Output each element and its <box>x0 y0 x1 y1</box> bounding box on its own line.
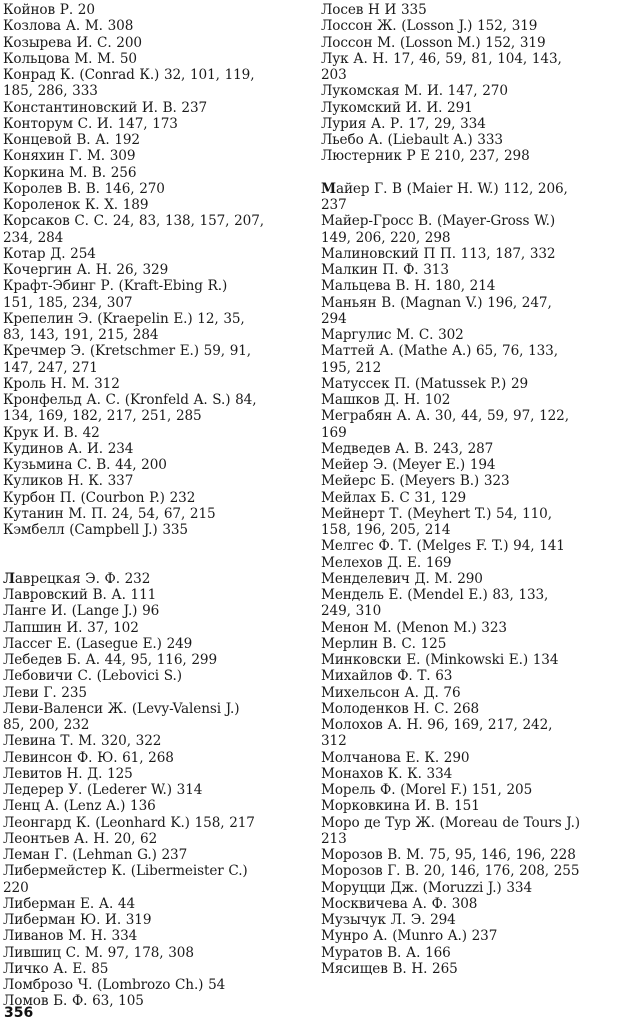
entry-continuation: 85, 200, 232 <box>3 717 90 733</box>
index-entry <box>3 116 308 132</box>
entry-line: Лившиц С. М. 97, 178, 308 <box>3 944 194 961</box>
index-entry <box>321 880 618 896</box>
index-entry <box>3 457 308 473</box>
entry-line: Моруцци Дж. (Moruzzi J.) 334 <box>321 879 533 896</box>
page-number: 356 <box>4 1005 34 1021</box>
index-entry <box>3 376 308 392</box>
entry-line: Мелехов Д. Е. 169 <box>321 554 452 571</box>
entry-continuation: 169 <box>321 424 347 441</box>
index-entry <box>321 668 618 684</box>
entry-line: Конторум С. И. 147, 173 <box>3 115 178 132</box>
entry-line: Музычук Л. Э. 294 <box>321 912 456 928</box>
entry-line: Матуссек П. (Matussek P.) 29 <box>321 375 529 392</box>
entry-line: Лассег Е. (Lasegue E.) 249 <box>3 635 193 652</box>
entry-line: Лаврецкая Э. Ф. 232 <box>3 570 151 587</box>
index-entry <box>321 945 618 961</box>
index-entry <box>3 668 308 684</box>
index-entry <box>321 278 618 294</box>
index-entry <box>321 863 618 879</box>
section-gap <box>321 165 618 181</box>
entry-line: Ломов Б. Ф. 63, 105 <box>3 993 144 1010</box>
index-entry <box>321 327 618 343</box>
entry-line: Лапшин И. 37, 102 <box>3 619 139 636</box>
entry-line: Козырева И. С. 200 <box>3 34 142 51</box>
entry-continuation: 195, 212 <box>321 359 382 376</box>
index-entry <box>321 83 618 99</box>
entry-line: Моро де Тур Ж. (Moreau de Tours J.) <box>321 814 581 831</box>
entry-line: Маньян В. (Magnan V.) 196, 247, <box>321 294 552 311</box>
index-entry <box>3 945 308 961</box>
entry-line: Личко А. Е. 85 <box>3 960 109 977</box>
index-entry <box>3 993 308 1009</box>
entry-continuation: 312 <box>321 733 347 750</box>
entry-line: Леви Г. 235 <box>3 684 87 701</box>
index-column-right <box>321 2 618 977</box>
index-entry <box>3 2 308 18</box>
index-entry <box>321 555 618 571</box>
entry-continuation: 203 <box>321 67 347 83</box>
entry-line: Льебо А. (Liebault A.) 333 <box>321 132 503 148</box>
entry-line: Либерман Е. А. 44 <box>3 895 135 912</box>
index-entry <box>321 961 618 977</box>
entry-line: Кречмер Э. (Kretschmer E.) 59, 91, <box>3 343 252 360</box>
index-entry <box>321 506 618 539</box>
index-entry <box>3 262 308 278</box>
entry-line: Малкин П. Ф. 313 <box>321 262 449 278</box>
entry-continuation: 134, 169, 182, 217, 251, 285 <box>3 408 202 425</box>
index-entry <box>3 51 308 67</box>
entry-continuation: 147, 247, 271 <box>3 359 98 376</box>
entry-line: Коняхин Г. М. 309 <box>3 148 136 165</box>
index-entry <box>3 213 308 246</box>
entry-line: Ливанов М. Н. 334 <box>3 928 138 945</box>
index-entry <box>3 506 308 522</box>
index-entry <box>321 847 618 863</box>
index-entry <box>3 35 308 51</box>
index-entry <box>321 750 618 766</box>
index-entry <box>3 961 308 977</box>
index-entry <box>3 148 308 164</box>
entry-line: Королев В. В. 146, 270 <box>3 180 165 197</box>
index-entry <box>3 246 308 262</box>
index-entry <box>3 441 308 457</box>
index-entry <box>3 798 308 814</box>
entry-line: Мейерс Б. (Meyers B.) 323 <box>321 473 510 490</box>
entry-line: Маргулис М. С. 302 <box>321 327 464 343</box>
entry-line: Мунро А. (Munro A.) 237 <box>321 928 498 945</box>
entry-line: Молоденков Н. С. 268 <box>321 700 480 717</box>
entry-line: Менделевич Д. М. 290 <box>321 570 483 587</box>
entry-line: Козлова А. М. 308 <box>3 18 134 35</box>
entry-line: Ледерер У. (Lederer W.) 314 <box>3 782 203 798</box>
index-entry <box>321 18 618 34</box>
index-entry <box>3 197 308 213</box>
entry-line: Михельсон А. Д. 76 <box>321 684 461 701</box>
index-entry <box>3 587 308 603</box>
entry-line: Мейнерт Т. (Meyhert T.) 54, 110, <box>321 505 552 522</box>
index-entry <box>3 571 308 587</box>
entry-line: Лурия А. Р. 17, 29, 334 <box>321 115 486 132</box>
index-entry <box>321 392 618 408</box>
index-entry <box>321 490 618 506</box>
entry-continuation: 249, 310 <box>321 603 382 620</box>
entry-line: Котар Д. 254 <box>3 245 96 262</box>
index-entry <box>3 733 308 749</box>
entry-line: Леонгард К. (Leonhard K.) 158, 217 <box>3 814 255 831</box>
entry-line: Морель Ф. (Morel F.) 151, 205 <box>321 782 533 798</box>
entry-line: Ленц А. (Lenz A.) 136 <box>3 798 156 815</box>
entry-line: Константиновский И. В. 237 <box>3 99 208 116</box>
entry-line: Морозов В. М. 75, 95, 146, 196, 228 <box>321 847 576 863</box>
index-entry <box>321 262 618 278</box>
index-entry <box>3 928 308 944</box>
entry-line: Либерман Ю. И. 319 <box>3 912 152 928</box>
index-entry <box>321 473 618 489</box>
entry-line: Кочергин А. Н. 26, 329 <box>3 262 169 278</box>
index-entry <box>321 717 618 750</box>
entry-line: Койнов Р. 20 <box>3 2 95 18</box>
entry-line: Мейлах Б. С 31, 129 <box>321 489 467 506</box>
entry-line: Концевой В. А. 192 <box>3 132 140 148</box>
entry-continuation: 158, 196, 205, 214 <box>321 522 451 538</box>
index-entry <box>321 652 618 668</box>
index-entry <box>3 100 308 116</box>
index-entry <box>321 213 618 246</box>
entry-line: Машков Д. Н. 102 <box>321 392 451 408</box>
index-entry <box>3 132 308 148</box>
index-entry <box>321 815 618 848</box>
section-gap <box>3 538 308 554</box>
index-entry <box>3 165 308 181</box>
index-entry <box>3 977 308 993</box>
entry-line: Конрад К. (Conrad К.) 32, 101, 119, <box>3 67 255 83</box>
entry-line: Кутанин М. П. 24, 54, 67, 215 <box>3 505 216 522</box>
entry-continuation: 83, 143, 191, 215, 284 <box>3 327 159 343</box>
index-entry <box>321 246 618 262</box>
entry-line: Коркина М. В. 256 <box>3 164 137 181</box>
entry-line: Люстерник Р Е 210, 237, 298 <box>321 148 530 165</box>
index-entry <box>3 67 308 100</box>
index-entry <box>321 620 618 636</box>
index-entry <box>321 928 618 944</box>
index-entry <box>3 831 308 847</box>
entry-line: Мендель Е. (Mendel E.) 83, 133, <box>321 587 549 603</box>
entry-line: Майер Г. В (Maier H. W.) 112, 206, <box>321 180 568 197</box>
entry-line: Ланге И. (Lange J.) 96 <box>3 603 160 620</box>
index-entry <box>321 896 618 912</box>
index-entry <box>3 603 308 619</box>
entry-line: Кронфельд А. С. (Kronfeld A. S.) 84, <box>3 392 257 408</box>
entry-continuation: 151, 185, 234, 307 <box>3 294 133 311</box>
entry-line: Мелгес Ф. Т. (Melges F. T.) 94, 141 <box>321 538 565 555</box>
index-entry <box>3 278 308 311</box>
entry-line: Лебовичи С. (Lebovici S.) <box>3 668 182 685</box>
entry-line: Левитов Н. Д. 125 <box>3 765 133 782</box>
index-entry <box>321 701 618 717</box>
entry-continuation: 213 <box>321 830 347 847</box>
index-entry <box>3 766 308 782</box>
entry-line: Молчанова Е. К. 290 <box>321 749 470 766</box>
index-entry <box>3 181 308 197</box>
entry-line: Куликов Н. К. 337 <box>3 473 134 490</box>
entry-line: Леман Г. (Lehman G.) 237 <box>3 847 188 863</box>
entry-line: Морозов Г. В. 20, 146, 176, 208, 255 <box>321 863 580 880</box>
entry-line: Ломброзо Ч. (Lombrozo Ch.) 54 <box>3 977 226 993</box>
index-entry <box>3 311 308 344</box>
entry-line: Мясищев В. Н. 265 <box>321 960 458 977</box>
index-entry <box>321 181 618 214</box>
entry-line: Лук А. Н. 17, 46, 59, 81, 104, 143, <box>321 50 562 67</box>
entry-continuation: 149, 206, 220, 298 <box>321 229 451 246</box>
index-entry <box>321 408 618 441</box>
index-entry <box>321 2 618 18</box>
index-entry <box>321 636 618 652</box>
index-entry <box>3 620 308 636</box>
index-entry <box>3 636 308 652</box>
entry-line: Корсаков С. С. 24, 83, 138, 157, 207, <box>3 213 264 230</box>
index-entry <box>3 782 308 798</box>
index-entry <box>3 847 308 863</box>
index-entry <box>321 441 618 457</box>
entry-line: Лоссон Ж. (Losson J.) 152, 319 <box>321 18 538 35</box>
entry-line: Лоссон М. (Losson M.) 152, 319 <box>321 34 546 51</box>
entry-line: Морковкина И. В. 151 <box>321 798 480 815</box>
entry-line: Менон М. (Menon M.) 323 <box>321 619 507 636</box>
entry-line: Минковски Е. (Minkowski E.) 134 <box>321 652 559 668</box>
index-entry <box>3 392 308 425</box>
index-entry <box>321 148 618 164</box>
entry-line: Медведев А. В. 243, 287 <box>321 440 494 457</box>
entry-continuation: 237 <box>321 197 347 213</box>
entry-line: Мейер Э. (Meyer E.) 194 <box>321 457 496 473</box>
entry-line: Малиновский П П. 113, 187, 332 <box>321 245 556 262</box>
entry-line: Майер-Гросс В. (Mayer-Gross W.) <box>321 213 556 230</box>
entry-line: Меграбян А. А. 30, 44, 59, 97, 122, <box>321 408 569 425</box>
entry-line: Левинсон Ф. Ю. 61, 268 <box>3 749 174 766</box>
index-entry <box>3 863 308 896</box>
entry-line: Леонтьев А. Н. 20, 62 <box>3 830 158 847</box>
index-entry <box>3 701 308 734</box>
entry-line: Короленок К. X. 189 <box>3 197 149 213</box>
entry-line: Курбон П. (Courbon P.) 232 <box>3 489 196 506</box>
index-entry <box>321 100 618 116</box>
entry-continuation: 234, 284 <box>3 229 64 246</box>
entry-line: Леви-Валенси Ж. (Levy-Valensi J.) <box>3 700 240 717</box>
index-entry <box>3 815 308 831</box>
section-gap <box>3 555 308 571</box>
index-entry <box>3 522 308 538</box>
entry-line: Либермейстер К. (Libermeister C.) <box>3 863 248 880</box>
index-entry <box>3 425 308 441</box>
index-column-left <box>3 2 308 1010</box>
index-entry <box>321 343 618 376</box>
index-entry <box>3 912 308 928</box>
index-entry <box>321 587 618 620</box>
index-entry <box>321 685 618 701</box>
entry-continuation: 220 <box>3 879 29 896</box>
entry-line: Лосев Н И 335 <box>321 2 427 18</box>
index-entry <box>321 912 618 928</box>
index-entry <box>321 798 618 814</box>
index-entry <box>3 473 308 489</box>
entry-line: Мальцева В. Н. 180, 214 <box>321 278 496 295</box>
entry-line: Лавровский В. А. 111 <box>3 587 157 603</box>
entry-line: Крафт-Эбинг Р. (Kraft-Ebing R.) <box>3 278 228 295</box>
entry-line: Кудинов А. И. 234 <box>3 440 134 457</box>
index-entry <box>3 18 308 34</box>
index-entry <box>3 750 308 766</box>
index-entry <box>3 652 308 668</box>
entry-line: Крук И. В. 42 <box>3 424 100 441</box>
entry-line: Кольцова М. М. 50 <box>3 50 137 67</box>
index-entry <box>3 896 308 912</box>
index-entry <box>3 685 308 701</box>
entry-line: Михайлов Ф. Т. 63 <box>321 668 453 685</box>
index-entry <box>321 295 618 328</box>
entry-line: Крепелин Э. (Kraepelin E.) 12, 35, <box>3 310 245 327</box>
entry-line: Лукомский И. И. 291 <box>321 99 473 116</box>
entry-continuation: 294 <box>321 310 347 327</box>
entry-line: Молохов А. Н. 96, 169, 217, 242, <box>321 717 553 733</box>
index-entry <box>321 766 618 782</box>
index-entry <box>321 376 618 392</box>
index-entry <box>321 538 618 554</box>
entry-line: Кроль Н. М. 312 <box>3 375 120 392</box>
entry-line: Левина Т. М. 320, 322 <box>3 733 162 750</box>
index-entry <box>321 35 618 51</box>
entry-line: Мерлин В. С. 125 <box>321 635 447 652</box>
entry-line: Москвичева А. Ф. 308 <box>321 895 478 912</box>
index-entry <box>3 490 308 506</box>
index-entry <box>321 51 618 84</box>
entry-line: Лебедев Б. А. 44, 95, 116, 299 <box>3 652 217 668</box>
index-entry <box>321 132 618 148</box>
entry-line: Кэмбелл (Campbell J.) 335 <box>3 522 188 538</box>
entry-line: Кузьмина С. В. 44, 200 <box>3 457 167 473</box>
index-entry <box>321 571 618 587</box>
entry-line: Муратов В. А. 166 <box>321 944 451 961</box>
index-entry <box>321 782 618 798</box>
entry-line: Лукомская М. И. 147, 270 <box>321 83 508 100</box>
index-entry <box>3 343 308 376</box>
entry-continuation: 185, 286, 333 <box>3 83 98 100</box>
index-entry <box>321 457 618 473</box>
entry-line: Монахов К. К. 334 <box>321 765 453 782</box>
entry-line: Маттей А. (Mathe A.) 65, 76, 133, <box>321 343 558 360</box>
index-entry <box>321 116 618 132</box>
